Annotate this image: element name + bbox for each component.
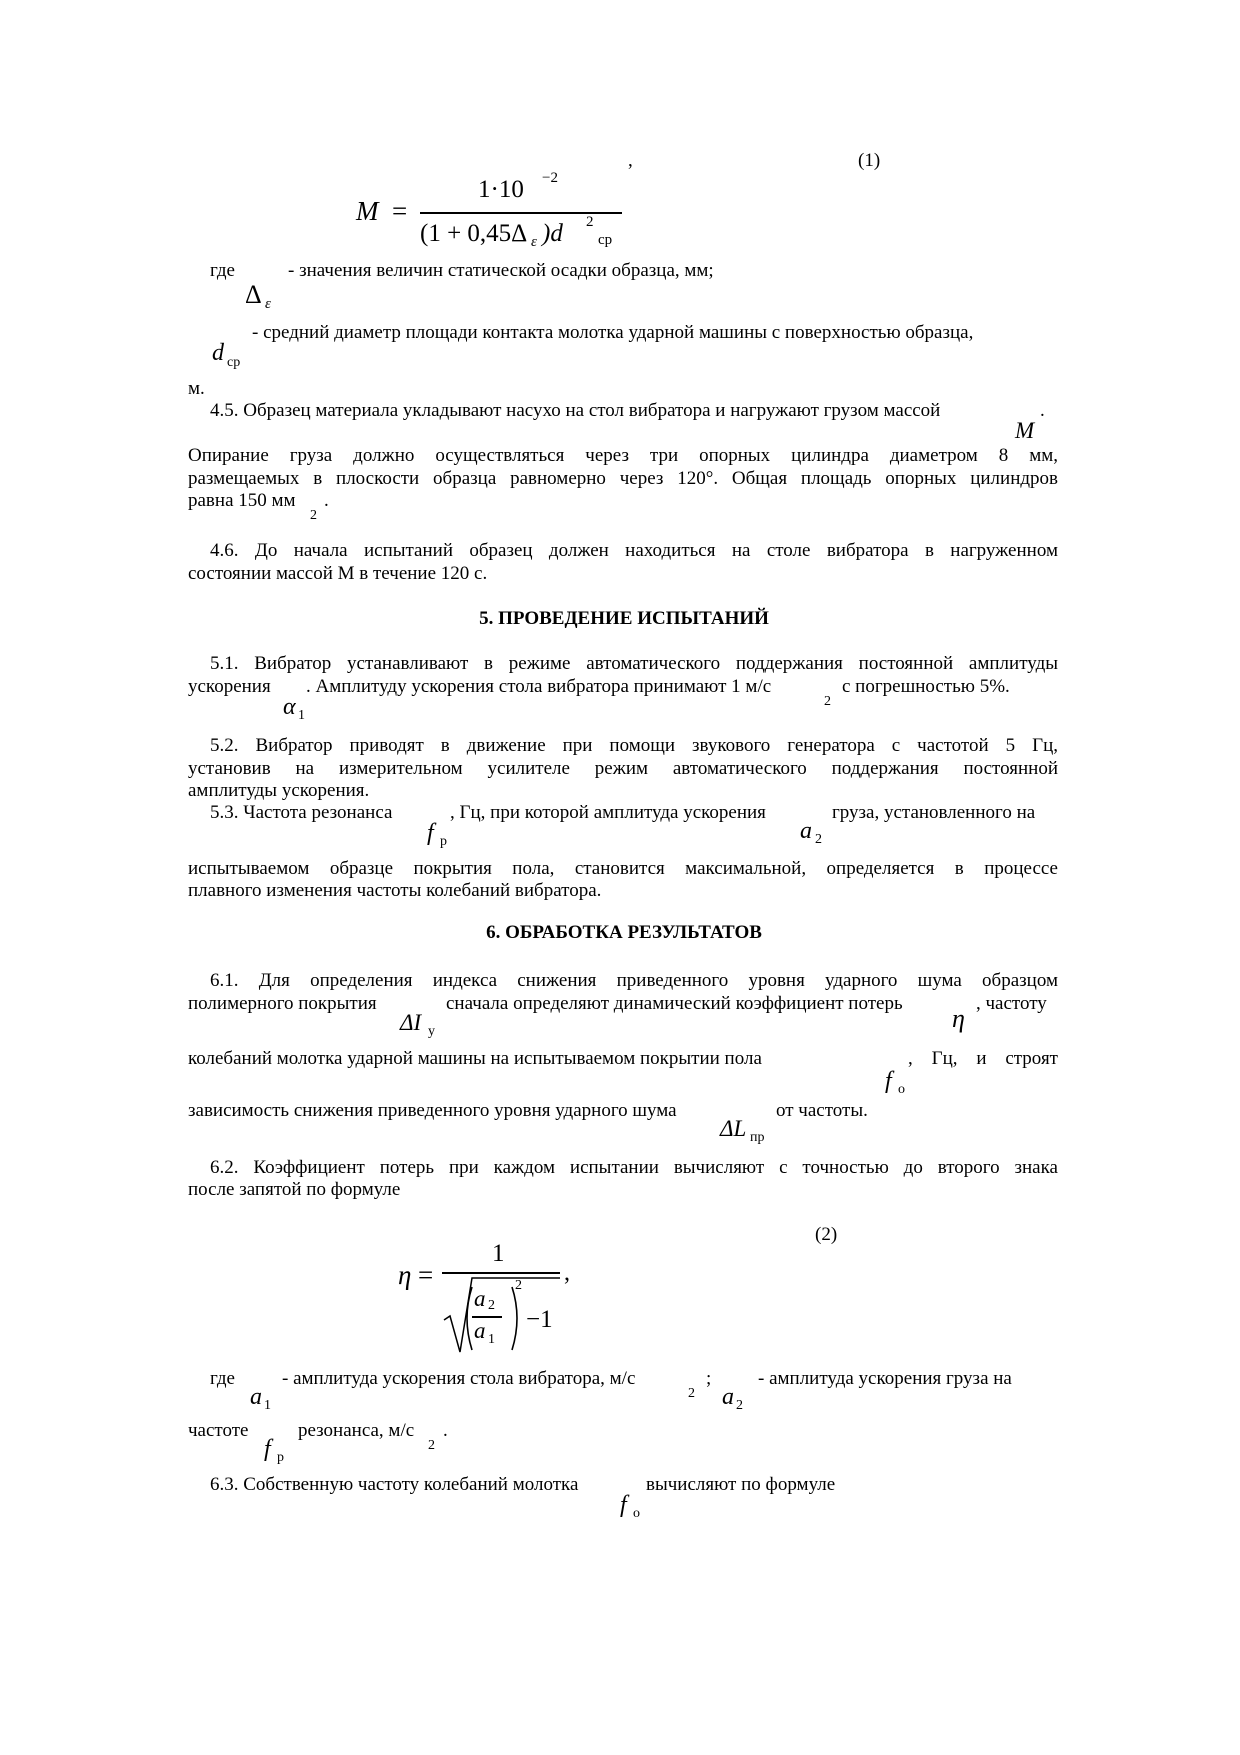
dIy-symbol: ΔI [400, 1010, 422, 1035]
eta-symbol: η [952, 1004, 965, 1033]
formula-1-numerator: 1·10 [478, 176, 524, 203]
p45-line1: 4.5. Образец материала укладывают насухо на стол вибратора и нагружают грузом массой [210, 400, 941, 421]
a1-definition: - амплитуда ускорения стола вибратора, м/с [282, 1368, 636, 1389]
a2-sub: 2 [815, 832, 822, 847]
formula-2-a2: a [474, 1286, 486, 1311]
p46-line1: 4.6. До начала испытаний образец должен находиться на столе вибратора в нагруженном [210, 540, 1058, 561]
p51-line2a: ускорения [188, 676, 271, 697]
dLpr-sub: пр [750, 1130, 765, 1145]
p45-line4: равна 150 мм [188, 490, 296, 511]
where2-semicolon: ; [706, 1368, 712, 1389]
formula-1-equals: = [392, 196, 408, 226]
section-6-heading: 6. ОБРАБОТКА РЕЗУЛЬТАТОВ [486, 922, 762, 943]
p63-line1b: вычисляют по формуле [646, 1474, 836, 1495]
where2-line2-sup: 2 [428, 1438, 435, 1453]
p53-line1a: 5.3. Частота резонанса [210, 802, 393, 823]
formula-2-a1: a [474, 1318, 486, 1343]
p61-line3b: , Гц, и строят [908, 1048, 1058, 1069]
p61-line3a: колебаний молотка ударной машины на испытываемом покрытии пола [188, 1048, 762, 1069]
formula-1-lhs: M [356, 196, 379, 226]
p45-line4-sup: 2 [310, 508, 317, 523]
p53-line1c: груза, установленного на [832, 802, 1036, 823]
p46-line2: состоянии массой М в течение 120 с. [188, 563, 488, 584]
formula-1-denominator-sub2: ср [598, 232, 613, 248]
formula-1-numerator-exp: −2 [542, 170, 558, 186]
p45-M-symbol: M [1015, 418, 1035, 443]
delta-symbol-sub: ε [265, 296, 271, 312]
dIy-sub: у [428, 1024, 435, 1039]
delta-symbol: Δ [245, 280, 262, 309]
fp-symbol: f [427, 820, 434, 846]
p63-line1a: 6.3. Собственную частоту колебаний молотка [210, 1474, 579, 1495]
delta-definition: - значения величин статической осадки образца, мм; [288, 260, 714, 281]
formula-2-number: (2) [815, 1224, 838, 1245]
dLpr-symbol: ΔL [720, 1116, 747, 1141]
where2-line2b: резонанса, м/с [298, 1420, 415, 1441]
where2-a1-symbol: a [250, 1384, 262, 1410]
where2-a1-sub: 1 [264, 1398, 271, 1413]
where2-a2-symbol: a [722, 1384, 734, 1410]
p51-line1: 5.1. Вибратор устанавливают в режиме автоматического поддержания постоянной амплитуды [210, 653, 1058, 674]
a1-definition-sup: 2 [688, 1386, 695, 1401]
p53-line2: испытываемом образце покрытия пола, становится максимальной, определяется в процессе [188, 858, 1058, 879]
p61-line4a: зависимость снижения приведенного уровня ударного шума [188, 1100, 677, 1121]
formula-2-equals: = [418, 1260, 434, 1290]
p51-line2c: с погрешностью 5%. [842, 676, 1010, 697]
p61-line2a: полимерного покрытия [188, 993, 377, 1014]
d-symbol: d [212, 340, 224, 366]
formula-1-denominator-exp: 2 [586, 214, 594, 230]
fo-sub: о [898, 1082, 905, 1097]
p52-line2: установив на измерительном усилителе режим автоматического поддержания постоянной [188, 758, 1058, 779]
p63-fo-sub: о [633, 1506, 640, 1521]
a2-symbol: a [800, 818, 812, 844]
d-definition: - средний диаметр площади контакта молотка ударной машины с поверхностью образца, [252, 322, 974, 343]
fp-sub: р [440, 834, 447, 849]
where2-label: где [210, 1368, 235, 1389]
formula-1-denominator-sub: ε [531, 234, 537, 250]
formula-2-numerator: 1 [492, 1240, 505, 1267]
p45-line3: размещаемых в плоскости образца равномерно через 120°. Общая площадь опорных цилиндров [188, 468, 1058, 489]
p61-line1: 6.1. Для определения индекса снижения приведенного уровня ударного шума образцом [210, 970, 1058, 991]
formula-2-lhs: η [398, 1260, 412, 1290]
formula-1-number: (1) [858, 150, 881, 171]
where2-line2c: . [443, 1420, 448, 1441]
p52-line3: амплитуды ускорения. [188, 780, 370, 801]
p52-line1: 5.2. Вибратор приводят в движение при помощи звукового генератора с частотой 5 Гц, [210, 735, 1058, 756]
where2-line2a: частоте [188, 1420, 249, 1441]
p53-line1b: , Гц, при которой амплитуда ускорения [450, 802, 766, 823]
formula-2-exp: 2 [515, 1278, 522, 1293]
where2-a2-sub: 2 [736, 1398, 743, 1413]
p62-line2: после запятой по формуле [188, 1179, 401, 1200]
p51-line2b: . Амплитуду ускорения стола вибратора принимают 1 м/с [306, 676, 772, 697]
formula-1-denominator: (1 + 0,45Δ [420, 220, 528, 247]
section-5-heading: 5. ПРОВЕДЕНИЕ ИСПЫТАНИЙ [479, 608, 769, 629]
alpha1-sub: 1 [298, 708, 305, 723]
formula-2-minus-one: −1 [526, 1306, 553, 1333]
p62-line1: 6.2. Коэффициент потерь при каждом испытании вычисляют с точностью до второго знака [210, 1157, 1058, 1178]
p45-line4-end: . [324, 490, 329, 511]
where-label: где [210, 260, 235, 281]
d-definition-tail: м. [188, 378, 205, 399]
p51-line2-sup: 2 [824, 694, 831, 709]
alpha1-symbol: α [283, 694, 296, 720]
where2-fp-symbol: f [264, 1436, 271, 1462]
p45-dot: . [1040, 400, 1045, 421]
d-symbol-sub: ср [227, 355, 241, 370]
formula-2-fraction-bar [442, 1272, 560, 1274]
p61-line4b: от частоты. [776, 1100, 868, 1121]
p63-fo-symbol: f [620, 1492, 627, 1518]
formula-2-a1-sub: 1 [488, 1332, 495, 1347]
p61-line2c: , частоту [976, 993, 1047, 1014]
p61-line2b: сначала определяют динамический коэффициент потерь [446, 993, 903, 1014]
a2-definition: - амплитуда ускорения груза на [758, 1368, 1012, 1389]
formula-1-denominator-rest: )d [542, 220, 563, 247]
formula-1-comma: , [628, 150, 633, 171]
p53-line3: плавного изменения частоты колебаний вибратора. [188, 880, 602, 901]
p45-line2: Опирание груза должно осуществляться через три опорных цилиндра диаметром 8 мм, [188, 445, 1058, 466]
where2-fp-sub: р [277, 1450, 284, 1465]
formula-2-a2-sub: 2 [488, 1298, 495, 1313]
formula-2-comma: , [564, 1260, 570, 1286]
fo-symbol: f [885, 1068, 892, 1094]
